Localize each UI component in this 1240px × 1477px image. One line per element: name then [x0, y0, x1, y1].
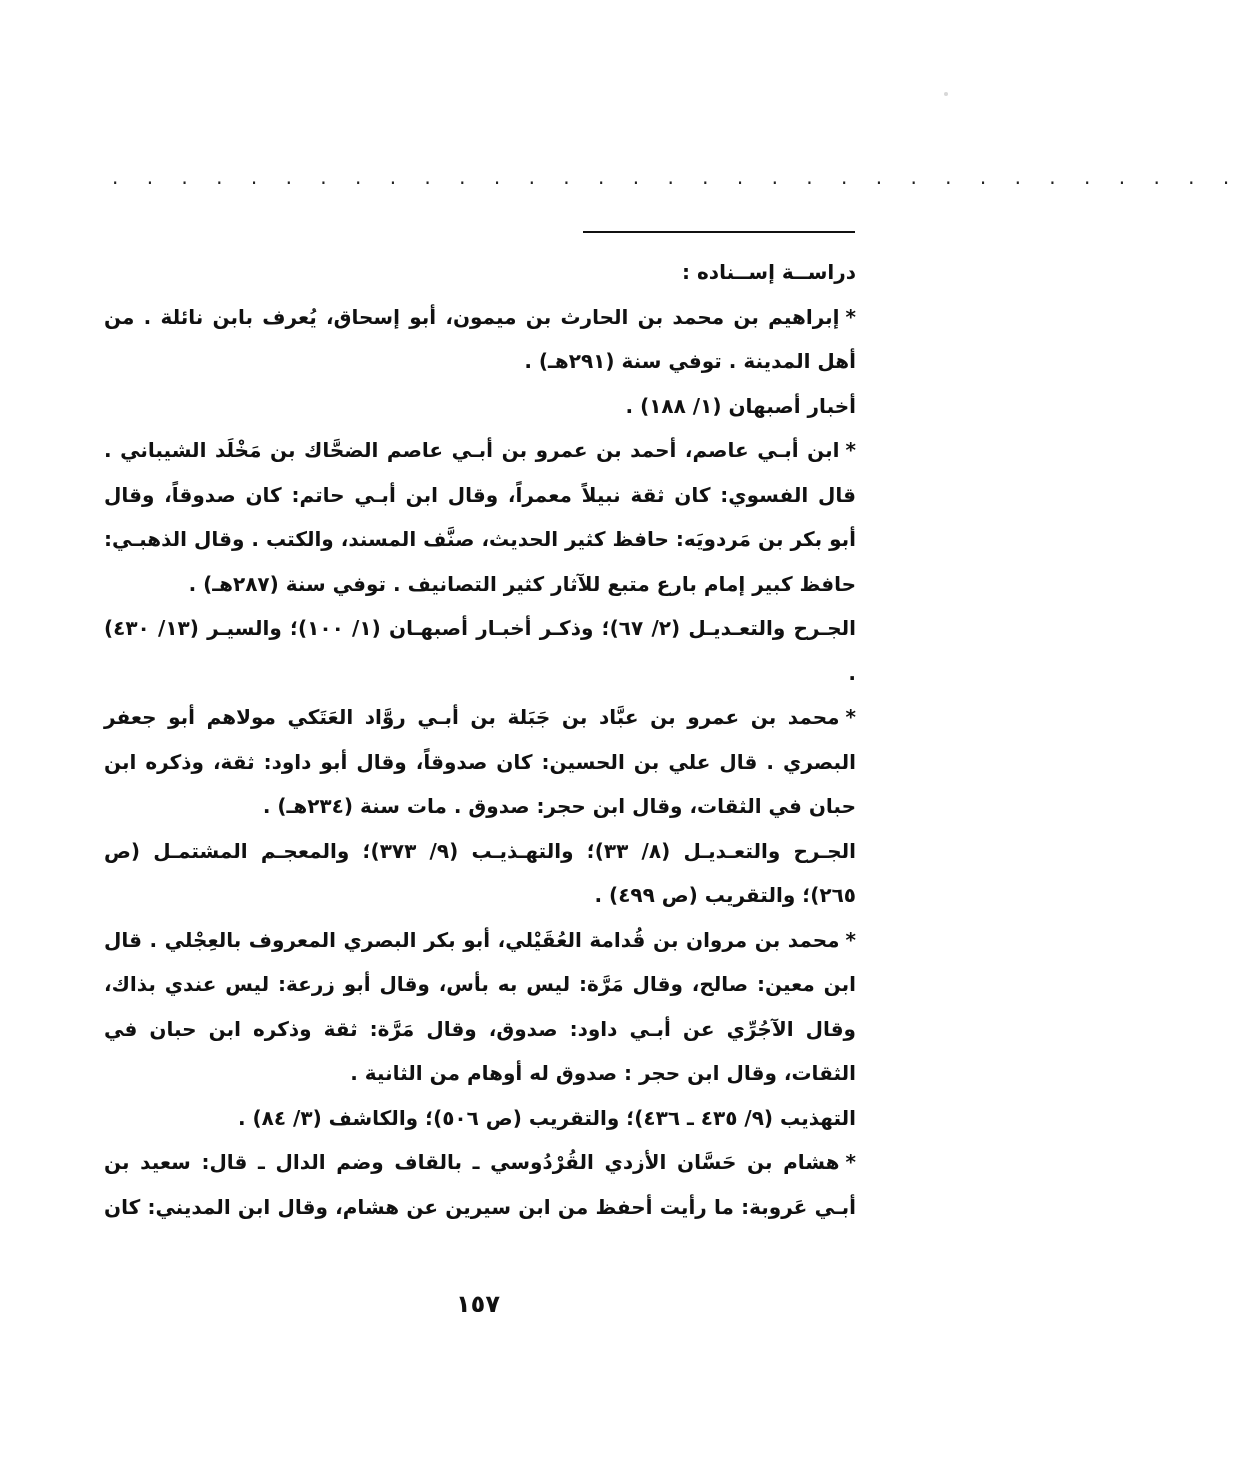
entry-text: ابن أبـي عاصم، أحمد بن عمرو بن أبـي عاصم الضحَّاك بن مَخْلَد الشيباني . قال الفسوي: كان ثقة نبيلاً معمراً، وقال ابن أبـي حاتم: كان صدوقاً، وقال أبو بكر بن مَردويَه: حافظ كثير الحديث، صنَّف المسند، والكتب . وقال الذهبـي: حافظ كبير إمام بارع متبع للآثار كثير التصانيف . توفي سنة (٢٨٧هـ) .: [104, 438, 856, 596]
asterisk-bullet: *: [845, 927, 856, 952]
asterisk-bullet: *: [845, 705, 856, 729]
asterisk-bullet: *: [845, 1150, 856, 1174]
margin-speck: [944, 92, 948, 96]
entry-text: محمد بن عمرو بن عبَّاد بن جَبَلة بن أبـي روَّاد العَتَكي مولاهم أبو جعفر البصري . قال علي بن الحسين: كان صدوقاً، وقال أبو داود: ثقة، وذكره ابن حبان في الثقات، وقال ابن حجر: صدوق . مات سنة (٢٣٤هـ) .: [104, 705, 856, 818]
body-text: [104, 250, 856, 1229]
reference-line: الجـرح والتعـديـل (٨/ ٣٣)؛ والتهـذيـب (٩/ ٣٧٣)؛ والمعجـم المشتمـل (ص ٢٦٥)؛ والتقريب (ص ٤٩٩) .: [104, 838, 856, 907]
entry-text: هشام بن حَسَّان الأزدي القُرْدُوسي ـ بالقاف وضم الدال ـ قال: سعيد بن أبـي عَروبة: ما رأيت أحفظ من ابن سيرين عن هشام، وقال ابن المديني: كان: [104, 1150, 856, 1219]
reference-line: التهذيب (٩/ ٤٣٥ ـ ٤٣٦)؛ والتقريب (ص ٥٠٦)؛ والكاشف (٣/ ٨٤) .: [237, 1105, 856, 1130]
narrator-entry: [104, 428, 856, 606]
reference-line: أخبار أصبهان (١/ ١٨٨) .: [625, 393, 856, 418]
footnote-rule: [583, 231, 855, 233]
narrator-entry: [104, 918, 856, 1096]
narrator-entry: [104, 695, 856, 829]
section-heading: دراســة إســناده :: [682, 260, 856, 284]
page-number: ١٥٧: [456, 1290, 500, 1318]
entry-text: محمد بن مروان بن قُدامة العُقَيْلي، أبو بكر البصري المعروف بالعِجْلي . قال ابن معين: صالح، وقال مَرَّة: ليس به بأس، وقال أبو زرعة: ليس عندي بذاك، وقال الآجُرِّي عن أبـي داود: صدوق، وقال مَرَّة: ثقة وذكره ابن حبان في الثقات، وقال ابن حجر : صدوق له أوهام من الثانية .: [104, 927, 856, 1085]
entry-text: إبراهيم بن محمد بن الحارث بن ميمون، أبو إسحاق، يُعرف بابن نائلة . من أهل المدينة . توفي سنة (٢٩١هـ) .: [104, 304, 856, 373]
asterisk-bullet: *: [845, 304, 856, 329]
narrator-entry: [104, 1140, 856, 1229]
dotted-separator: . . . . . . . . . . . . . . . . . . . . . . . . . . . . . . . . .: [112, 165, 1240, 189]
reference-line: الجـرح والتعـديـل (٢/ ٦٧)؛ وذكـر أخبـار أصبهـان (١/ ١٠٠)؛ والسيـر (١٣/ ٤٣٠) .: [104, 616, 856, 685]
narrator-entry: [104, 295, 856, 384]
asterisk-bullet: *: [845, 438, 856, 462]
